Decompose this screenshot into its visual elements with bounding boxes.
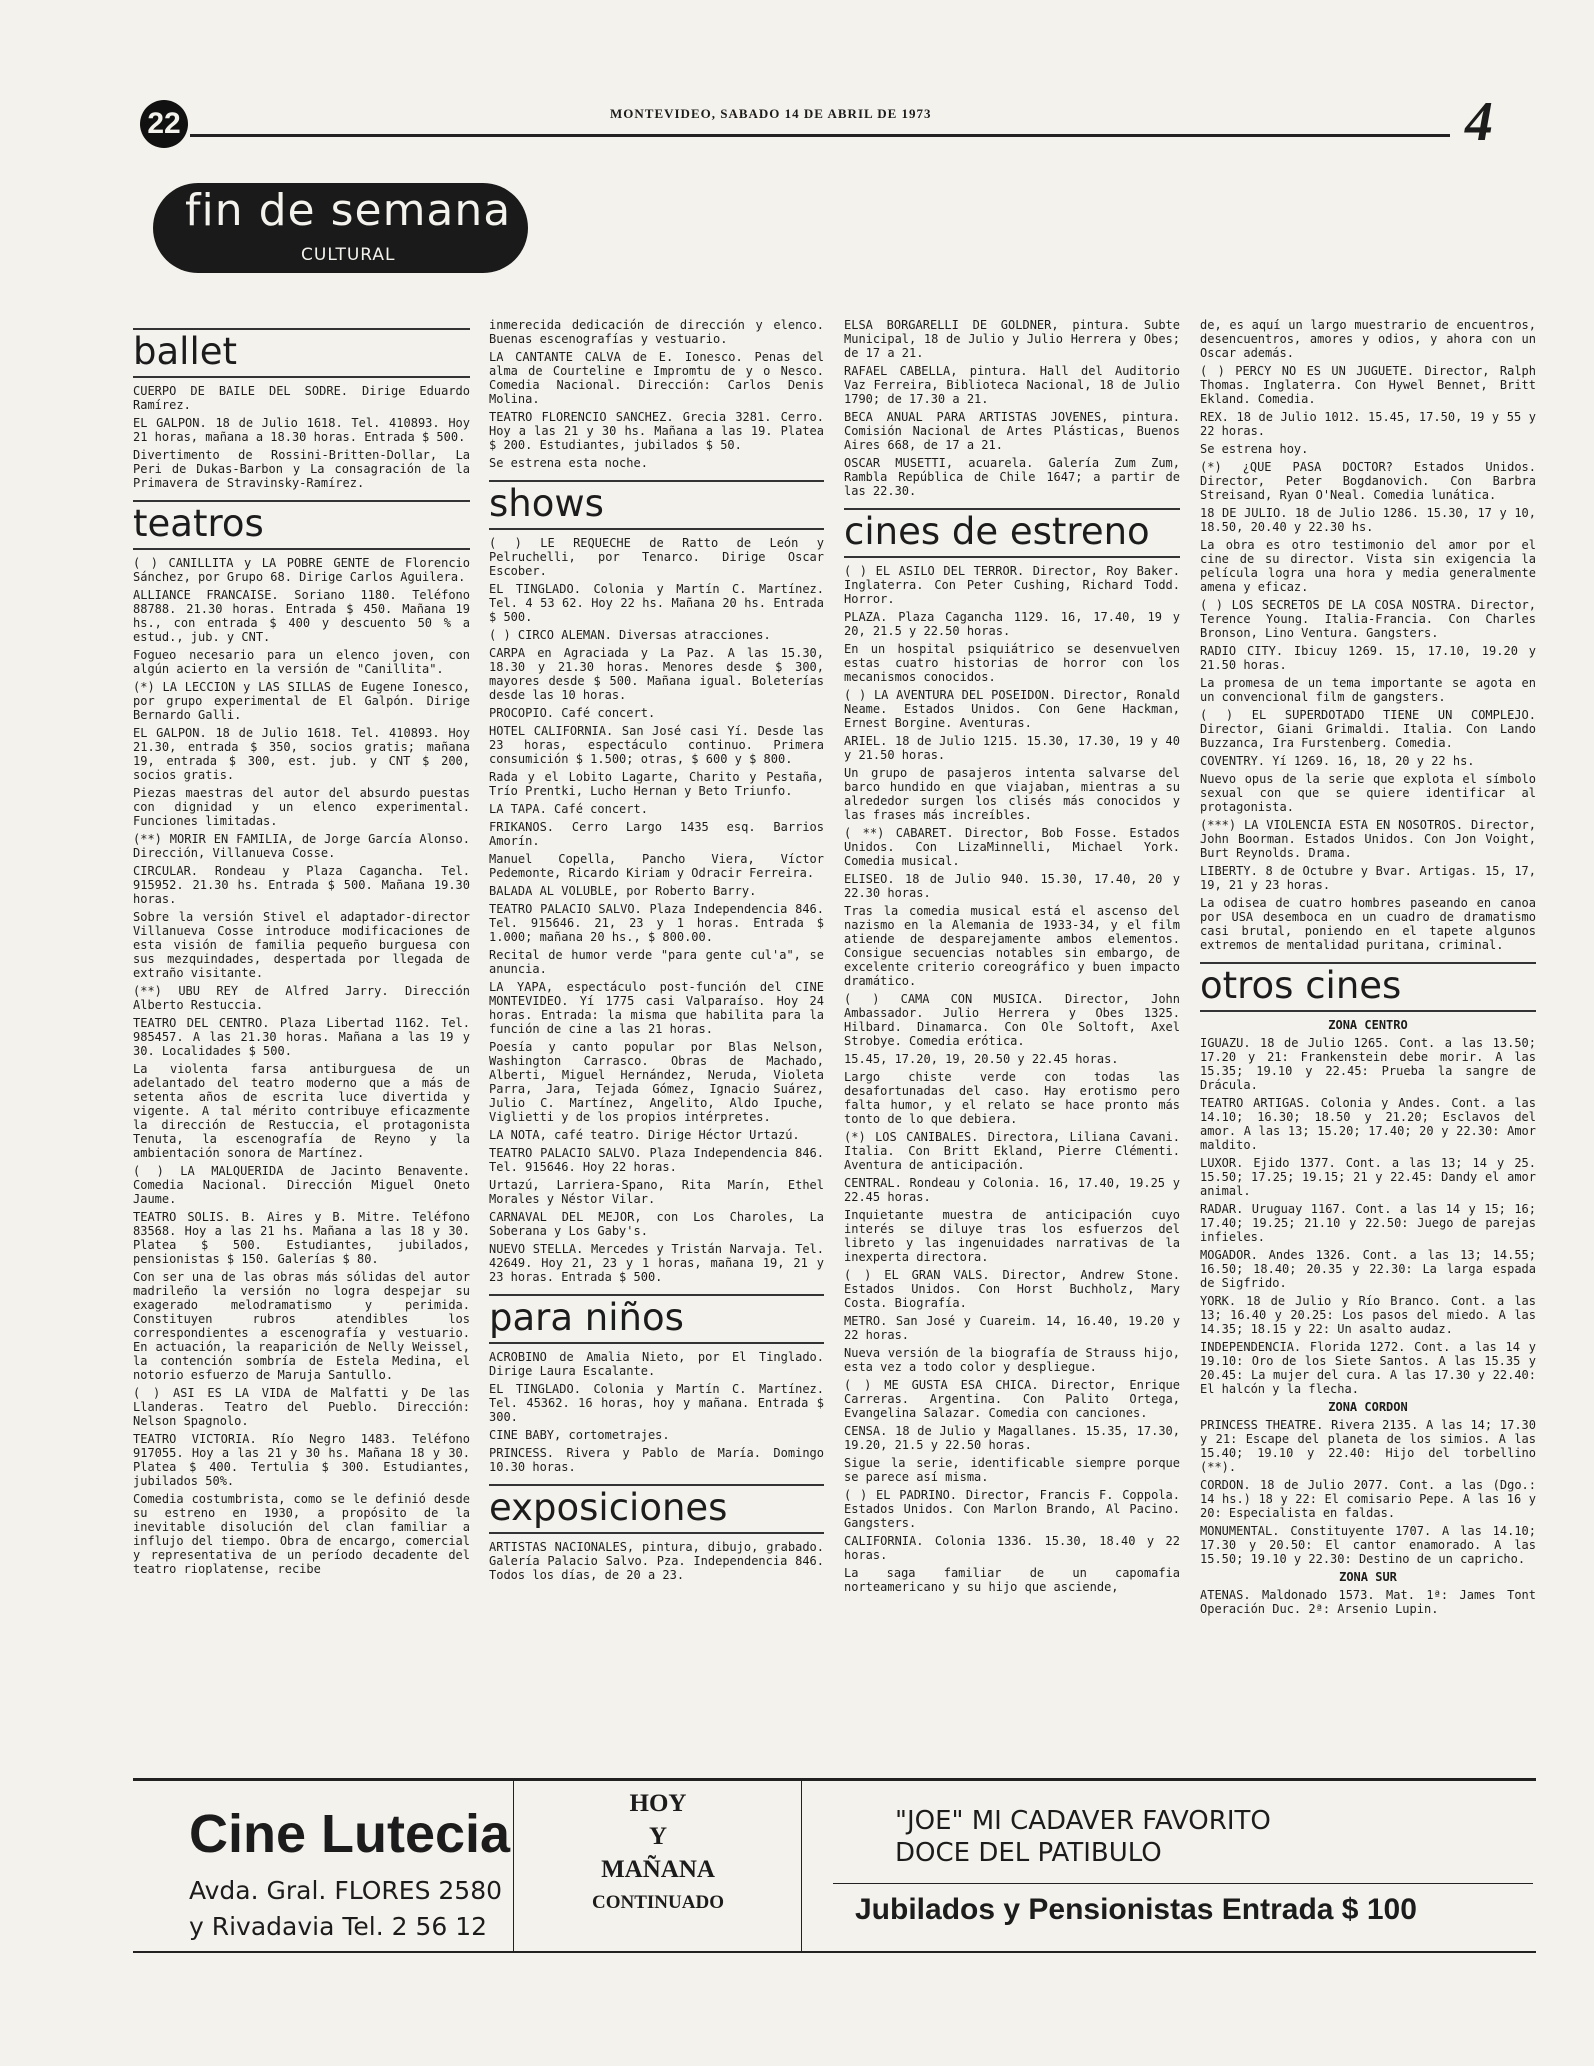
- listing-entry: COVENTRY. Yí 1269. 16, 18, 20 y 22 hs.: [1200, 754, 1475, 768]
- listing-entry: Se estrena esta noche.: [489, 456, 648, 470]
- listing-entry: OSCAR MUSETTI, acuarela. Galería Zum Zum, Rambla República de Chile 1647; a partir de las 22.30.: [844, 456, 1188, 498]
- listing-entry: Se estrena hoy.: [1200, 442, 1309, 456]
- listing-entry: (***) LA VIOLENCIA ESTA EN NOSOTROS. Director, John Boorman. Estados Unidos. Con Jon Voight, Burt Reynolds. Drama.: [1200, 818, 1544, 860]
- listing-entry: ATENAS. Maldonado 1573. Mat. 1ª: James Tont Operación Duc. 2ª: Arsenio Lupin.: [1200, 1588, 1544, 1616]
- listing-entry: Comedia costumbrista, como se le definió desde su estreno en 1930, a propósito de la inevitable disolución del clan familiar a influjo del tiempo. Obra de encargo, comercial y representativa de un período decadente del teatro rioplatense, recibe: [133, 1492, 478, 1576]
- listing-entry: CINE BABY, cortometrajes.: [489, 1428, 670, 1442]
- listing-entry: LA CANTANTE CALVA de E. Ionesco. Penas del alma de Courteline e Impromtu de y o Nesco. Comedia Nacional. Dirección: Carlos Denis Molina.: [489, 350, 832, 406]
- listing-entry: ( ) LE REQUECHE de Ratto de León y Pelruchelli, por Tenarco. Dirige Oscar Escober.: [489, 536, 832, 578]
- listing-entry: LA YAPA, espectáculo post-función del CINE MONTEVIDEO. Yí 1775 casi Valparaíso. Hoy 24 horas. Entrada: la misma que habilita para la función de cine a las 21 horas.: [489, 980, 832, 1036]
- listing-entry: Sobre la versión Stivel el adaptador-director Villanueva Cosse introduce modificaciones de esta visión de familia pequeño burguesa con sus mezquindades, despertada por llegada de extraño visitante.: [133, 910, 478, 980]
- listing-entry: ( ) EL PADRINO. Director, Francis F. Coppola. Estados Unidos. Con Marlon Brando, Al Pacino. Gangsters.: [844, 1488, 1188, 1530]
- listing-entry: EL GALPON. 18 de Julio 1618. Tel. 410893. Hoy 21.30, entrada $ 350, socios gratis; mañana 19, entrada $ 300, est. jub. y CNT $ 200, socios gratis.: [133, 726, 478, 782]
- listing-entry: Un grupo de pasajeros intenta salvarse del barco hundido en que viajaban, mientras a su alrededor surgen los clisés más conocidos y las frases más increíbles.: [844, 766, 1188, 822]
- listing-entry: Inquietante muestra de anticipación cuyo interés se diluye tras los esfuerzos del libreto y las ingenuidades narrativas de la inexperta directora.: [844, 1208, 1188, 1264]
- listing-entry: Con ser una de las obras más sólidas del autor madrileño la versión no logra despejar su exagerado melodramatismo y perimida. Constituyen rubros atendibles los correspondientes a escenografía y vestuario. En actuación, la reaparición de Nelly Weissel, la contención sombría de Estela Medina, el notorio esfuerzo de Maruja Santullo.: [133, 1270, 478, 1382]
- section-subtitle: CULTURAL: [301, 245, 396, 265]
- section-logo: [153, 183, 528, 273]
- listing-entry: EL TINGLADO. Colonia y Martín C. Martínez. Tel. 4 53 62. Hoy 22 hs. Mañana 20 hs. Entrada $ 500.: [489, 582, 832, 624]
- column-2: [489, 318, 832, 1778]
- listing-entry: 15.45, 17.20, 19, 20.50 y 22.45 horas.: [844, 1052, 1119, 1066]
- listing-entry: Poesía y canto popular por Blas Nelson, Washington Carrasco. Obras de Machado, Alberti, Miguel Hernández, Neruda, Violeta Parra, Jara, Tejada Gómez, Ignacio Suárez, Julio C. Martínez, Angelito, Aldo Ipuche, Viglietti y de los propios intérpretes.: [489, 1040, 832, 1124]
- listing-entry: inmerecida dedicación de dirección y elenco. Buenas escenografías y vestuario.: [489, 318, 832, 346]
- listing-entry: CENTRAL. Rondeau y Colonia. 16, 17.40, 19.25 y 22.45 horas.: [844, 1176, 1188, 1204]
- listing-entry: EL TINGLADO. Colonia y Martín C. Martínez. Tel. 45362. 16 horas, hoy y mañana. Entrada $ 300.: [489, 1382, 832, 1424]
- listing-entry: ELSA BORGARELLI DE GOLDNER, pintura. Subte Municipal, 18 de Julio y Julio Herrera y Obes; de 17 a 21.: [844, 318, 1188, 360]
- listing-entry: TEATRO DEL CENTRO. Plaza Libertad 1162. Tel. 985457. A las 21.30 horas. Mañana a las 19 y 30. Localidades $ 500.: [133, 1016, 478, 1058]
- section-heading: teatros: [133, 500, 470, 550]
- ad-feature-2: DOCE DEL PATIBULO: [895, 1838, 1162, 1868]
- ad-address-line-2: y Rivadavia Tel. 2 56 12: [189, 1912, 488, 1941]
- listing-entry: BALADA AL VOLUBLE, por Roberto Barry.: [489, 884, 757, 898]
- ad-offer: Jubilados y Pensionistas Entrada $ 100: [855, 1893, 1417, 1926]
- listing-entry: ( ) EL GRAN VALS. Director, Andrew Stone. Estados Unidos. Con Horst Buchholz, Mary Costa. Biografía.: [844, 1268, 1188, 1310]
- listing-entry: CIRCULAR. Rondeau y Plaza Cagancha. Tel. 915952. 21.30 hs. Entrada $ 500. Mañana 19.30 horas.: [133, 864, 478, 906]
- listing-entry: RADIO CITY. Ibicuy 1269. 15, 17.10, 19.20 y 21.50 horas.: [1200, 644, 1544, 672]
- ad-showtimes: [533, 1787, 783, 1919]
- listing-entry: CALIFORNIA. Colonia 1336. 15.30, 18.40 y 22 horas.: [844, 1534, 1188, 1562]
- ad-times-line-2: Y: [648, 1823, 668, 1850]
- listing-entry: Manuel Copella, Pancho Viera, Víctor Pedemonte, Ricardo Kiriam y Odracir Ferreira.: [489, 852, 832, 880]
- ad-divider: [513, 1781, 514, 1951]
- listing-entry: Piezas maestras del autor del absurdo puestas con dignidad y un elenco experimental. Funciones limitadas.: [133, 786, 478, 828]
- listing-entry: TEATRO VICTORIA. Río Negro 1483. Teléfono 917055. Hoy a las 21 y 30 hs. Mañana 18 y 30. Platea $ 400. Tertulia $ 300. Estudiantes, jubilados 50%.: [133, 1432, 478, 1488]
- listing-entry: Recital de humor verde "para gente cul'a", se anuncia.: [489, 948, 832, 976]
- listing-entry: INDEPENDENCIA. Florida 1272. Cont. a las 14 y 19.10: Oro de los Siete Santos. A las 15.35 y 20.45: La mujer del cura. A las 17.30 y 22.40: El halcón y la flecha.: [1200, 1340, 1544, 1396]
- header-rule: [190, 134, 1450, 137]
- listing-entry: ( ) PERCY NO ES UN JUGUETE. Director, Ralph Thomas. Inglaterra. Con Hywel Bennet, Britt Ekland. Comedia.: [1200, 364, 1544, 406]
- listing-entry: RAFAEL CABELLA, pintura. Hall del Auditorio Vaz Ferreira, Biblioteca Nacional, 18 de Julio 1790; de 17.30 a 21.: [844, 364, 1188, 406]
- listing-entry: (**) MORIR EN FAMILIA, de Jorge García Alonso. Dirección, Villanueva Cosse.: [133, 832, 478, 860]
- listing-entry: ARTISTAS NACIONALES, pintura, dibujo, grabado. Galería Palacio Salvo. Pza. Independencia 846. Todos los días, de 20 a 23.: [489, 1540, 832, 1582]
- listing-entry: Divertimento de Rossini-Britten-Dollar, La Peri de Dukas-Barbon y La consagración de la Primavera de Stravinsky-Ramírez.: [133, 448, 478, 490]
- column-1: [133, 318, 478, 1778]
- listing-entry: ( ) EL ASILO DEL TERROR. Director, Roy Baker. Inglaterra. Con Peter Cushing, Richard Todd. Horror.: [844, 564, 1188, 606]
- listing-entry: PROCOPIO. Café concert.: [489, 706, 656, 720]
- column-4: [1200, 318, 1544, 1778]
- section-heading: shows: [489, 480, 824, 530]
- listing-entry: En un hospital psiquiátrico se desenvuelven estas cuatro historias de horror con los mecanismos conocidos.: [844, 642, 1188, 684]
- listing-entry: EL GALPON. 18 de Julio 1618. Tel. 410893. Hoy 21 horas, mañana a 18.30 horas. Entrada $ 500.: [133, 416, 478, 444]
- ad-address-line-1: Avda. Gral. FLORES 2580: [189, 1876, 503, 1905]
- listing-entry: TEATRO SOLIS. B. Aires y B. Mitre. Teléfono 83568. Hoy a las 21 hs. Mañana a las 18 y 30. Platea $ 500. Estudiantes, jubilados, pensionistas $ 150. Galerías $ 80.: [133, 1210, 478, 1266]
- listing-entry: Rada y el Lobito Lagarte, Charito y Pestaña, Trío Prentki, Lucho Hernan y Beto Triunfo.: [489, 770, 832, 798]
- listing-entry: MONUMENTAL. Constituyente 1707. A las 14.10; 17.30 y 20.50: El cantor enamorado. A las 15.50; 19.10 y 22.30: Destino de un capricho.: [1200, 1524, 1544, 1566]
- listing-entry: 18 DE JULIO. 18 de Julio 1286. 15.30, 17 y 10, 18.50, 20.40 y 22.30 hs.: [1200, 506, 1544, 534]
- listing-entry: CORDON. 18 de Julio 2077. Cont. a las (Dgo.: 14 hs.) 18 y 22: El comisario Pepe. A las 16 y 20: Especialista en faldas.: [1200, 1478, 1544, 1520]
- listing-entry: La odisea de cuatro hombres paseando en canoa por USA desemboca en un cuadro de dramatismo casi brutal, poniendo en el tapete algunos extremos de mentalidad puritana, criminal.: [1200, 896, 1544, 952]
- listing-entry: ( ) ME GUSTA ESA CHICA. Director, Enrique Carreras. Argentina. Con Palito Ortega, Evangelina Salazar. Comedia con canciones.: [844, 1378, 1188, 1420]
- ad-address: [189, 1873, 502, 1945]
- listing-entry: Tras la comedia musical está el ascenso del nazismo en la Alemania de 1933-34, y el film atiende de desparejamente ambos elementos. Consigue secuencias notables sin embargo, de excelente criterio coreográfico y buen impacto dramático.: [844, 904, 1188, 988]
- listing-entry: (**) UBU REY de Alfred Jarry. Dirección Alberto Restuccia.: [133, 984, 478, 1012]
- listing-entry: LIBERTY. 8 de Octubre y Bvar. Artigas. 15, 17, 19, 21 y 23 horas.: [1200, 864, 1544, 892]
- section-heading: exposiciones: [489, 1484, 824, 1534]
- listing-entry: ( ) CIRCO ALEMAN. Diversas atracciones.: [489, 628, 771, 642]
- listing-entry: La obra es otro testimonio del amor por el cine de su director. Vista sin exigencia la película logra una hora y media generalmente amena y eficaz.: [1200, 538, 1544, 594]
- listing-entry: PRINCESS THEATRE. Rivera 2135. A las 14; 17.30 y 21: Escape del planeta de los simios. A las 15.40; 19.10 y 22.40: Hijo del torbellino (**).: [1200, 1418, 1544, 1474]
- page-number-badge: 22: [140, 100, 188, 148]
- listing-entry: ( ) EL SUPERDOTADO TIENE UN COMPLEJO. Director, Giani Grimaldi. Italia. Con Lando Buzzanca, Ira Furstenberg. Comedia.: [1200, 708, 1544, 750]
- column-3: [844, 318, 1188, 1778]
- listing-entry: Largo chiste verde con todas las desafortunadas del caso. Hay erotismo pero falta humor, y el relato se hace pronto más tonto de lo que debiera.: [844, 1070, 1188, 1126]
- section-heading: para niños: [489, 1294, 824, 1344]
- listing-entry: BECA ANUAL PARA ARTISTAS JOVENES, pintura. Comisión Nacional de Artes Plásticas, Buenos Aires 668, de 17 a 21.: [844, 410, 1188, 452]
- ad-cinema-name: Cine Lutecia: [189, 1804, 511, 1864]
- listing-entry: IGUAZU. 18 de Julio 1265. Cont. a las 13.50; 17.20 y 21: Frankenstein debe morir. A las 15.35; 19.10 y 22.45: Prueba la sangre de Drácula.: [1200, 1036, 1544, 1092]
- listing-entry: LA TAPA. Café concert.: [489, 802, 648, 816]
- ad-feature-1: "JOE" MI CADAVER FAVORITO: [895, 1806, 1271, 1836]
- ad-divider: [801, 1781, 802, 1951]
- listing-entry: REX. 18 de Julio 1012. 15.45, 17.50, 19 y 55 y 22 horas.: [1200, 410, 1544, 438]
- listing-entry: (*) ¿QUE PASA DOCTOR? Estados Unidos. Director, Peter Bogdanovich. Con Barbra Streisand, Ryan O'Neal. Comedia lunática.: [1200, 460, 1544, 502]
- listing-entry: Urtazú, Larriera-Spano, Rita Marín, Ethel Morales y Néstor Vilar.: [489, 1178, 832, 1206]
- listing-entry: ( ) CAMA CON MUSICA. Director, John Ambassador. Julio Herrera y Obes 1325. Hilbard. Dinamarca. Con Ole Soltoft, Axel Strobye. Comedia erótica.: [844, 992, 1188, 1048]
- ad-times-line-4: CONTINUADO: [592, 1892, 724, 1913]
- listing-entry: TEATRO PALACIO SALVO. Plaza Independencia 846. Tel. 915646. Hoy 22 horas.: [489, 1146, 832, 1174]
- listing-entry: YORK. 18 de Julio y Río Branco. Cont. a las 13; 16.40 y 20.25: Los pasos del miedo. A las 14.35; 18.15 y 22: Un asalto audaz.: [1200, 1294, 1544, 1336]
- listing-entry: RADAR. Uruguay 1167. Cont. a las 14 y 15; 16; 17.40; 19.25; 21.10 y 22.50: Juego de parejas infieles.: [1200, 1202, 1544, 1244]
- ad-inner-rule: [833, 1883, 1533, 1884]
- listing-entry: La violenta farsa antiburguesa de un adelantado del teatro moderno que a más de setenta años de escrita luce divertida y vigente. A tal mérito contribuye eficazmente la dirección de Restuccia, el protagonista Tenuta, la escenografía de Reyno y la ambientación sonora de Martínez.: [133, 1062, 478, 1160]
- listing-entry: CENSA. 18 de Julio y Magallanes. 15.35, 17.30, 19.20, 21.5 y 22.50 horas.: [844, 1424, 1188, 1452]
- listing-entry: CARNAVAL DEL MEJOR, con Los Charoles, La Soberana y Los Gaby's.: [489, 1210, 832, 1238]
- cinema-advertisement: [133, 1778, 1536, 1953]
- listing-entry: ARIEL. 18 de Julio 1215. 15.30, 17.30, 19 y 40 y 21.50 horas.: [844, 734, 1188, 762]
- listing-entry: TEATRO PALACIO SALVO. Plaza Independencia 846. Tel. 915646. 21, 23 y 1 horas. Entrada $ 1.000; mañana 20 hs., $ 800.00.: [489, 902, 832, 944]
- listing-entry: NUEVO STELLA. Mercedes y Tristán Narvaja. Tel. 42649. Hoy 21, 23 y 1 horas, mañana 19, 21 y 23 horas. Entrada $ 500.: [489, 1242, 832, 1284]
- listing-entry: de, es aquí un largo muestrario de encuentros, desencuentros, amores y odios, y ahora con un Oscar además.: [1200, 318, 1544, 360]
- listing-entry: ( **) CABARET. Director, Bob Fosse. Estados Unidos. Con LizaMinnelli, Michael York. Comedia musical.: [844, 826, 1188, 868]
- listing-entry: ( ) LOS SECRETOS DE LA COSA NOSTRA. Director, Terence Young. Italia-Francia. Con Charles Bronson, Lino Ventura. Gangsters.: [1200, 598, 1544, 640]
- listing-entry: Fogueo necesario para un elenco joven, con algún acierto en la versión de "Canillita".: [133, 648, 478, 676]
- ad-features: [895, 1805, 1271, 1869]
- zone-heading: ZONA CORDON: [1328, 1400, 1408, 1414]
- listing-entry: ACROBINO de Amalia Nieto, por El Tinglado. Dirige Laura Escalante.: [489, 1350, 832, 1378]
- listing-entry: Nuevo opus de la serie que explota el símbolo sexual con que se quiere identificar al protagonista.: [1200, 772, 1544, 814]
- listing-entry: PLAZA. Plaza Cagancha 1129. 16, 17.40, 19 y 20, 21.5 y 22.50 horas.: [844, 610, 1188, 638]
- listing-entry: (*) LA LECCION y LAS SILLAS de Eugene Ionesco, por grupo experimental de El Galpón. Dirige Bernardo Galli.: [133, 680, 478, 722]
- listing-entry: HOTEL CALIFORNIA. San José casi Yí. Desde las 23 horas, espectáculo continuo. Primera consumición $ 1.500; otras, $ 600 y $ 800.: [489, 724, 832, 766]
- listing-entry: ( ) LA MALQUERIDA de Jacinto Benavente. Comedia Nacional. Dirección Miguel Oneto Jaume.: [133, 1164, 478, 1206]
- listing-entry: TEATRO ARTIGAS. Colonia y Andes. Cont. a las 14.10; 16.30; 18.50 y 21.20; Esclavos del amor. A las 13; 15.20; 17.40; 20 y 22.30: Amor maldito.: [1200, 1096, 1544, 1152]
- section-heading: cines de estreno: [844, 508, 1180, 558]
- listing-entry: CUERPO DE BAILE DEL SODRE. Dirige Eduardo Ramírez.: [133, 384, 478, 412]
- dateline: MONTEVIDEO, SABADO 14 DE ABRIL DE 1973: [610, 106, 932, 121]
- listing-entry: La saga familiar de un capomafia norteamericano y su hijo que asciende,: [844, 1566, 1188, 1594]
- listing-entry: METRO. San José y Cuareim. 14, 16.40, 19.20 y 22 horas.: [844, 1314, 1188, 1342]
- listing-entry: Nueva versión de la biografía de Strauss hijo, esta vez a todo color y despliegue.: [844, 1346, 1188, 1374]
- listing-entry: ALLIANCE FRANCAISE. Soriano 1180. Teléfono 88788. 21.30 horas. Entrada $ 450. Mañana 19 hs., con entrada $ 400 y descuento 50 % a estud., jub. y CNT.: [133, 588, 478, 644]
- section-heading: otros cines: [1200, 962, 1536, 1012]
- listing-entry: MOGADOR. Andes 1326. Cont. a las 13; 14.55; 16.50; 18.40; 20.35 y 22.30: La larga espada de Sigfrido.: [1200, 1248, 1544, 1290]
- listing-entry: PRINCESS. Rivera y Pablo de María. Domingo 10.30 horas.: [489, 1446, 832, 1474]
- listing-entry: TEATRO FLORENCIO SANCHEZ. Grecia 3281. Cerro. Hoy a las 21 y 30 hs. Mañana a las 19. Platea $ 200. Estudiantes, jubilados $ 50.: [489, 410, 832, 452]
- ad-times-line-1: HOY: [629, 1790, 687, 1817]
- section-heading: ballet: [133, 328, 470, 378]
- listing-entry: LUXOR. Ejido 1377. Cont. a las 13; 14 y 25. 15.50; 17.25; 19.15; 21 y 22.45: Dandy el amor animal.: [1200, 1156, 1544, 1198]
- listing-entry: LA NOTA, café teatro. Dirige Héctor Urtazú.: [489, 1128, 800, 1142]
- listing-entry: ( ) LA AVENTURA DEL POSEIDON. Director, Ronald Neame. Estados Unidos. Con Gene Hackman, Ernest Borgine. Aventuras.: [844, 688, 1188, 730]
- listing-entry: CARPA en Agraciada y La Paz. A las 15.30, 18.30 y 21.30 horas. Menores desde $ 300, mayores desde $ 500. Mañana igual. Boleterías desde las 10 horas.: [489, 646, 832, 702]
- listing-entry: La promesa de un tema importante se agota en un convencional film de gangsters.: [1200, 676, 1544, 704]
- section-title: fin de semana: [185, 185, 512, 236]
- ad-times-line-3: MAÑANA: [601, 1856, 715, 1883]
- listing-entry: ( ) CANILLITA y LA POBRE GENTE de Florencio Sánchez, por Grupo 68. Dirige Carlos Aguilera.: [133, 556, 478, 584]
- listing-entry: ELISEO. 18 de Julio 940. 15.30, 17.40, 20 y 22.30 horas.: [844, 872, 1188, 900]
- zone-heading: ZONA SUR: [1339, 1570, 1397, 1584]
- listing-entry: (*) LOS CANIBALES. Directora, Liliana Cavani. Italia. Con Britt Ekland, Pierre Clémenti. Aventura de anticipación.: [844, 1130, 1188, 1172]
- listing-entry: Sigue la serie, identificable siempre porque se parece así misma.: [844, 1456, 1188, 1484]
- publication-mark: 4: [1465, 91, 1493, 153]
- zone-heading: ZONA CENTRO: [1328, 1018, 1408, 1032]
- listing-entry: ( ) ASI ES LA VIDA de Malfatti y De las Llanderas. Teatro del Pueblo. Dirección: Nelson Spagnolo.: [133, 1386, 478, 1428]
- listing-entry: FRIKANOS. Cerro Largo 1435 esq. Barrios Amorín.: [489, 820, 832, 848]
